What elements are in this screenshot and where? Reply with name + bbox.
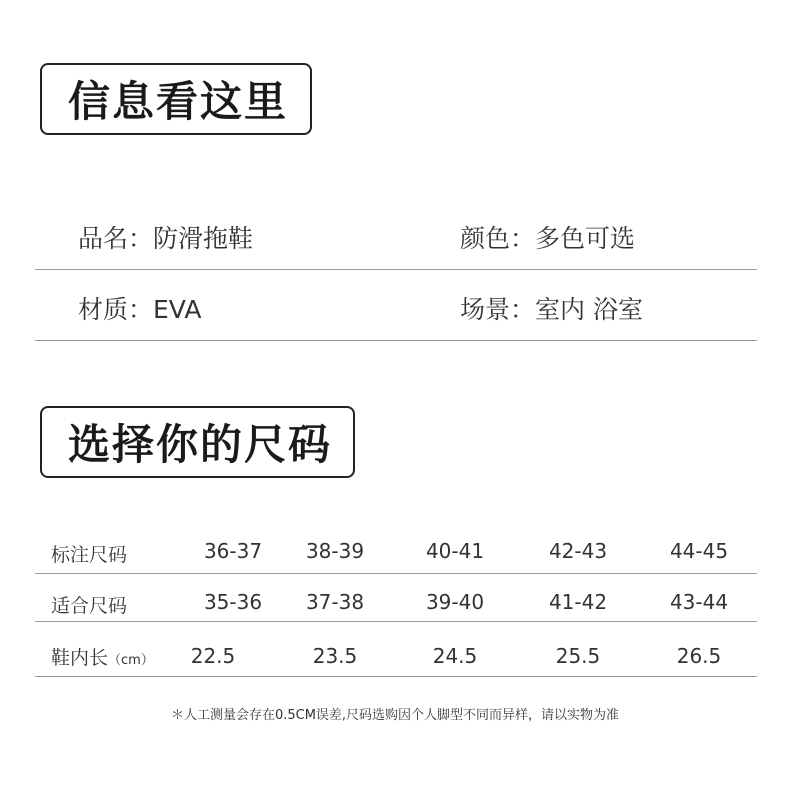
size-cell: 39-40 bbox=[425, 590, 485, 614]
info-value: 室内 浴室 bbox=[535, 295, 643, 324]
size-cell: 24.5 bbox=[432, 644, 478, 668]
size-cell: 38-39 bbox=[305, 539, 365, 563]
size-cell: 36-37 bbox=[203, 539, 263, 563]
size-table-row bbox=[35, 528, 757, 574]
size-cell: 41-42 bbox=[548, 590, 608, 614]
info-row bbox=[35, 199, 757, 270]
size-table-row bbox=[35, 574, 757, 622]
info-cell-name bbox=[78, 219, 253, 255]
size-row-unit: （cm） bbox=[108, 653, 154, 668]
section-title-info bbox=[40, 63, 312, 135]
size-cell: 26.5 bbox=[676, 644, 722, 668]
size-cell: 43-44 bbox=[669, 590, 729, 614]
info-value: EVA bbox=[153, 295, 202, 324]
size-row-label bbox=[51, 591, 127, 618]
section-title-size-text: 选择你的尺码 bbox=[68, 420, 333, 469]
info-value: 多色可选 bbox=[535, 224, 636, 253]
section-title-size bbox=[40, 406, 355, 478]
size-cell: 44-45 bbox=[669, 539, 729, 563]
section-title-info-text: 信息看这里 bbox=[68, 77, 289, 126]
size-row-label-text: 标注尺码 bbox=[51, 544, 128, 566]
size-row-label bbox=[51, 643, 154, 670]
info-label: 材质： bbox=[78, 295, 154, 324]
measurement-note: ＊人工测量会存在0.5CM误差,尺码选购因个人脚型不同而异样，请以实物为准 bbox=[170, 708, 620, 723]
info-label: 品名： bbox=[78, 224, 154, 253]
size-cell: 35-36 bbox=[203, 590, 263, 614]
size-row-label-text: 适合尺码 bbox=[51, 595, 128, 617]
size-cell: 25.5 bbox=[555, 644, 601, 668]
info-cell-scene bbox=[460, 290, 643, 326]
size-cell: 37-38 bbox=[305, 590, 365, 614]
info-row bbox=[35, 270, 757, 341]
size-cell: 40-41 bbox=[425, 539, 485, 563]
size-row-label-text: 鞋内长 bbox=[51, 647, 109, 669]
info-cell-material bbox=[78, 290, 201, 326]
size-cell: 23.5 bbox=[312, 644, 358, 668]
size-table-row bbox=[35, 622, 757, 677]
size-cell: 22.5 bbox=[190, 644, 236, 668]
size-cell: 42-43 bbox=[548, 539, 608, 563]
info-label: 颜色： bbox=[460, 224, 536, 253]
info-value: 防滑拖鞋 bbox=[153, 224, 254, 253]
size-row-label bbox=[51, 540, 127, 567]
info-label: 场景： bbox=[460, 295, 536, 324]
info-cell-color bbox=[460, 219, 635, 255]
